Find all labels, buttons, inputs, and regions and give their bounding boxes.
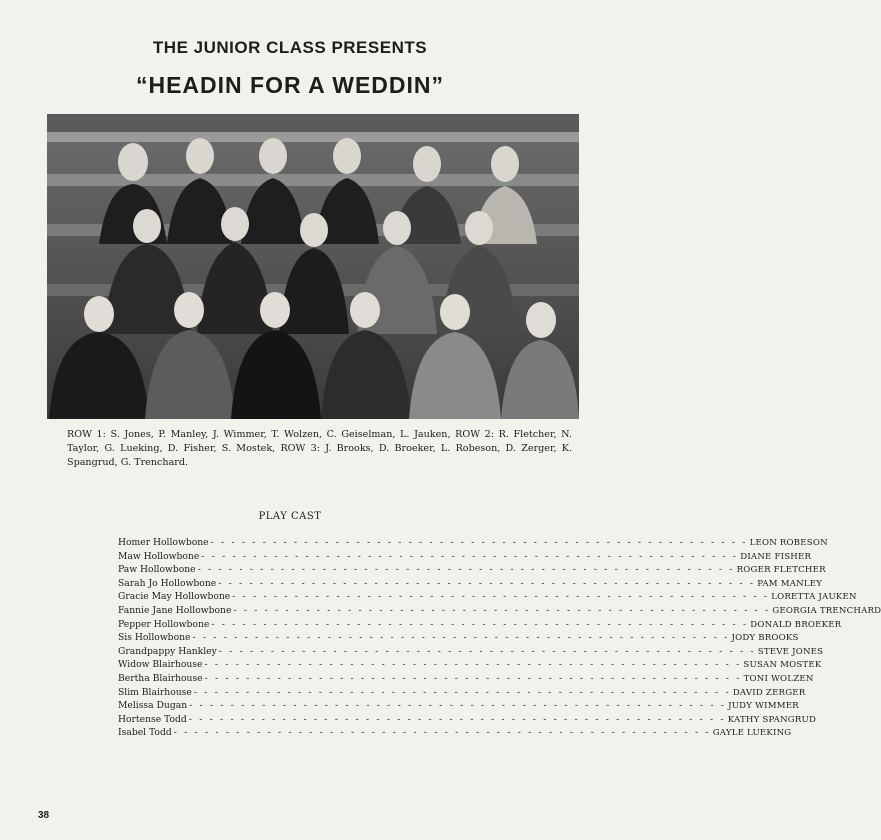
play-title: “HEADIN FOR A WEDDIN” <box>135 72 445 98</box>
cast-leader-dashes: - - - - - - - - - - - - - - - - - - - - - - - - - - - - - - - - - - - - - - - - - - - - - - - - - - - - <box>218 645 756 657</box>
cast-role: Sarah Jo Hollowbone <box>118 577 217 589</box>
cast-role: Melissa Dugan <box>118 700 188 712</box>
cast-leader-dashes: - - - - - - - - - - - - - - - - - - - - - - - - - - - - - - - - - - - - - - - - - - - - - - - - - - - - <box>204 659 742 671</box>
cast-actor: TONI WOLZEN <box>743 673 814 684</box>
cast-entry <box>118 577 823 592</box>
cast-leader-dashes: - - - - - - - - - - - - - - - - - - - - - - - - - - - - - - - - - - - - - - - - - - - - - - - - - - - - <box>233 604 771 616</box>
cast-leader-dashes: - - - - - - - - - - - - - - - - - - - - - - - - - - - - - - - - - - - - - - - - - - - - - - - - - - - - <box>211 618 749 630</box>
cast-leader-dashes: - - - - - - - - - - - - - - - - - - - - - - - - - - - - - - - - - - - - - - - - - - - - - - - - - - - - <box>210 537 748 548</box>
cast-entry <box>118 686 806 701</box>
cast-entry <box>118 550 812 565</box>
cast-entry <box>118 659 822 673</box>
cast-actor: STEVE JONES <box>757 646 824 657</box>
cast-leader-dashes: - - - - - - - - - - - - - - - - - - - - - - - - - - - - - - - - - - - - - - - - - - - - - - - - - - - - <box>188 713 726 725</box>
cast-actor: JUDY WIMMER <box>728 701 799 712</box>
cast-leader-dashes: - - - - - - - - - - - - - - - - - - - - - - - - - - - - - - - - - - - - - - - - - - - - - - - - - - - - <box>192 632 730 644</box>
cast-entry <box>118 632 799 646</box>
cast-leader-dashes: - - - - - - - - - - - - - - - - - - - - - - - - - - - - - - - - - - - - - - - - - - - - - - - - - - - - <box>197 564 735 576</box>
cast-entry <box>118 564 826 578</box>
cast-leader-dashes: - - - - - - - - - - - - - - - - - - - - - - - - - - - - - - - - - - - - - - - - - - - - - - - - - - - - <box>204 672 742 684</box>
cast-actor: LEON ROBESON <box>749 538 828 548</box>
cast-list <box>118 537 881 741</box>
cast-role: Maw Hollowbone <box>118 550 200 562</box>
cast-actor: LORETTA JAUKEN <box>771 592 857 603</box>
cast-heading: PLAY CAST <box>258 511 322 522</box>
cast-entry <box>118 618 842 633</box>
cast-role: Slim Blairhouse <box>118 686 192 698</box>
cast-leader-dashes: - - - - - - - - - - - - - - - - - - - - - - - - - - - - - - - - - - - - - - - - - - - - - - - - - - - - <box>218 577 756 589</box>
header-line-1: THE JUNIOR CLASS PRESENTS <box>152 38 428 57</box>
cast-entry <box>118 700 799 714</box>
cast-actor: GAYLE LUEKING <box>712 728 792 739</box>
cast-role: Pepper Hollowbone <box>118 618 210 630</box>
cast-role: Widow Blairhouse <box>118 659 203 671</box>
cast-role: Fannie Jane Hollowbone <box>118 604 232 616</box>
cast-actor: DIANE FISHER <box>740 551 812 562</box>
cast-actor: KATHY SPANGRUD <box>727 714 817 725</box>
cast-entry <box>118 645 824 660</box>
cast-entry <box>118 537 828 551</box>
cast-role: Grandpappy Hankley <box>118 645 217 657</box>
cast-leader-dashes: - - - - - - - - - - - - - - - - - - - - - - - - - - - - - - - - - - - - - - - - - - - - - - - - - - - - <box>232 591 770 603</box>
cast-role: Bertha Blairhouse <box>118 672 203 684</box>
cast-role: Homer Hollowbone <box>118 537 209 548</box>
cast-actor: JODY BROOKS <box>731 633 799 644</box>
cast-entry <box>118 604 881 619</box>
cast-role: Isabel Todd <box>118 727 172 739</box>
cast-role: Paw Hollowbone <box>118 564 196 576</box>
cast-role: Gracie May Hollowbone <box>118 591 231 603</box>
photo-caption: ROW 1: S. Jones, P. Manley, J. Wimmer, T. Wolzen, C. Geiselman, L. Jauken, ROW 2: R. Fletcher, N. Taylor, G. Lueking, D. Fisher, S. Mostek, ROW 3: J. Brooks, D. Broeker, L. Robeson, D. Zerger, K. Spangrud, G. Trenchard. <box>67 429 572 468</box>
cast-entry <box>118 713 817 728</box>
cast-entry <box>118 591 857 605</box>
cast-actor: SUSAN MOSTEK <box>743 660 822 671</box>
cast-entry <box>118 727 792 741</box>
cast-leader-dashes: - - - - - - - - - - - - - - - - - - - - - - - - - - - - - - - - - - - - - - - - - - - - - - - - - - - - <box>189 700 727 712</box>
cast-entry <box>118 672 814 687</box>
cast-actor: DAVID ZERGER <box>732 687 806 698</box>
cast-leader-dashes: - - - - - - - - - - - - - - - - - - - - - - - - - - - - - - - - - - - - - - - - - - - - - - - - - - - - <box>193 686 731 698</box>
group-photo <box>47 114 579 419</box>
cast-actor: ROGER FLETCHER <box>736 565 826 576</box>
cast-role: Hortense Todd <box>118 713 187 725</box>
cast-actor: DONALD BROEKER <box>750 619 842 630</box>
cast-role: Sis Hollowbone <box>118 632 191 644</box>
cast-actor: GEORGIA TRENCHARD <box>772 605 881 616</box>
cast-leader-dashes: - - - - - - - - - - - - - - - - - - - - - - - - - - - - - - - - - - - - - - - - - - - - - - - - - - - - <box>173 727 711 739</box>
group-photo-image <box>47 114 579 419</box>
page-number: 38 <box>38 810 50 821</box>
cast-leader-dashes: - - - - - - - - - - - - - - - - - - - - - - - - - - - - - - - - - - - - - - - - - - - - - - - - - - - - <box>201 550 739 562</box>
cast-actor: PAM MANLEY <box>757 578 823 589</box>
